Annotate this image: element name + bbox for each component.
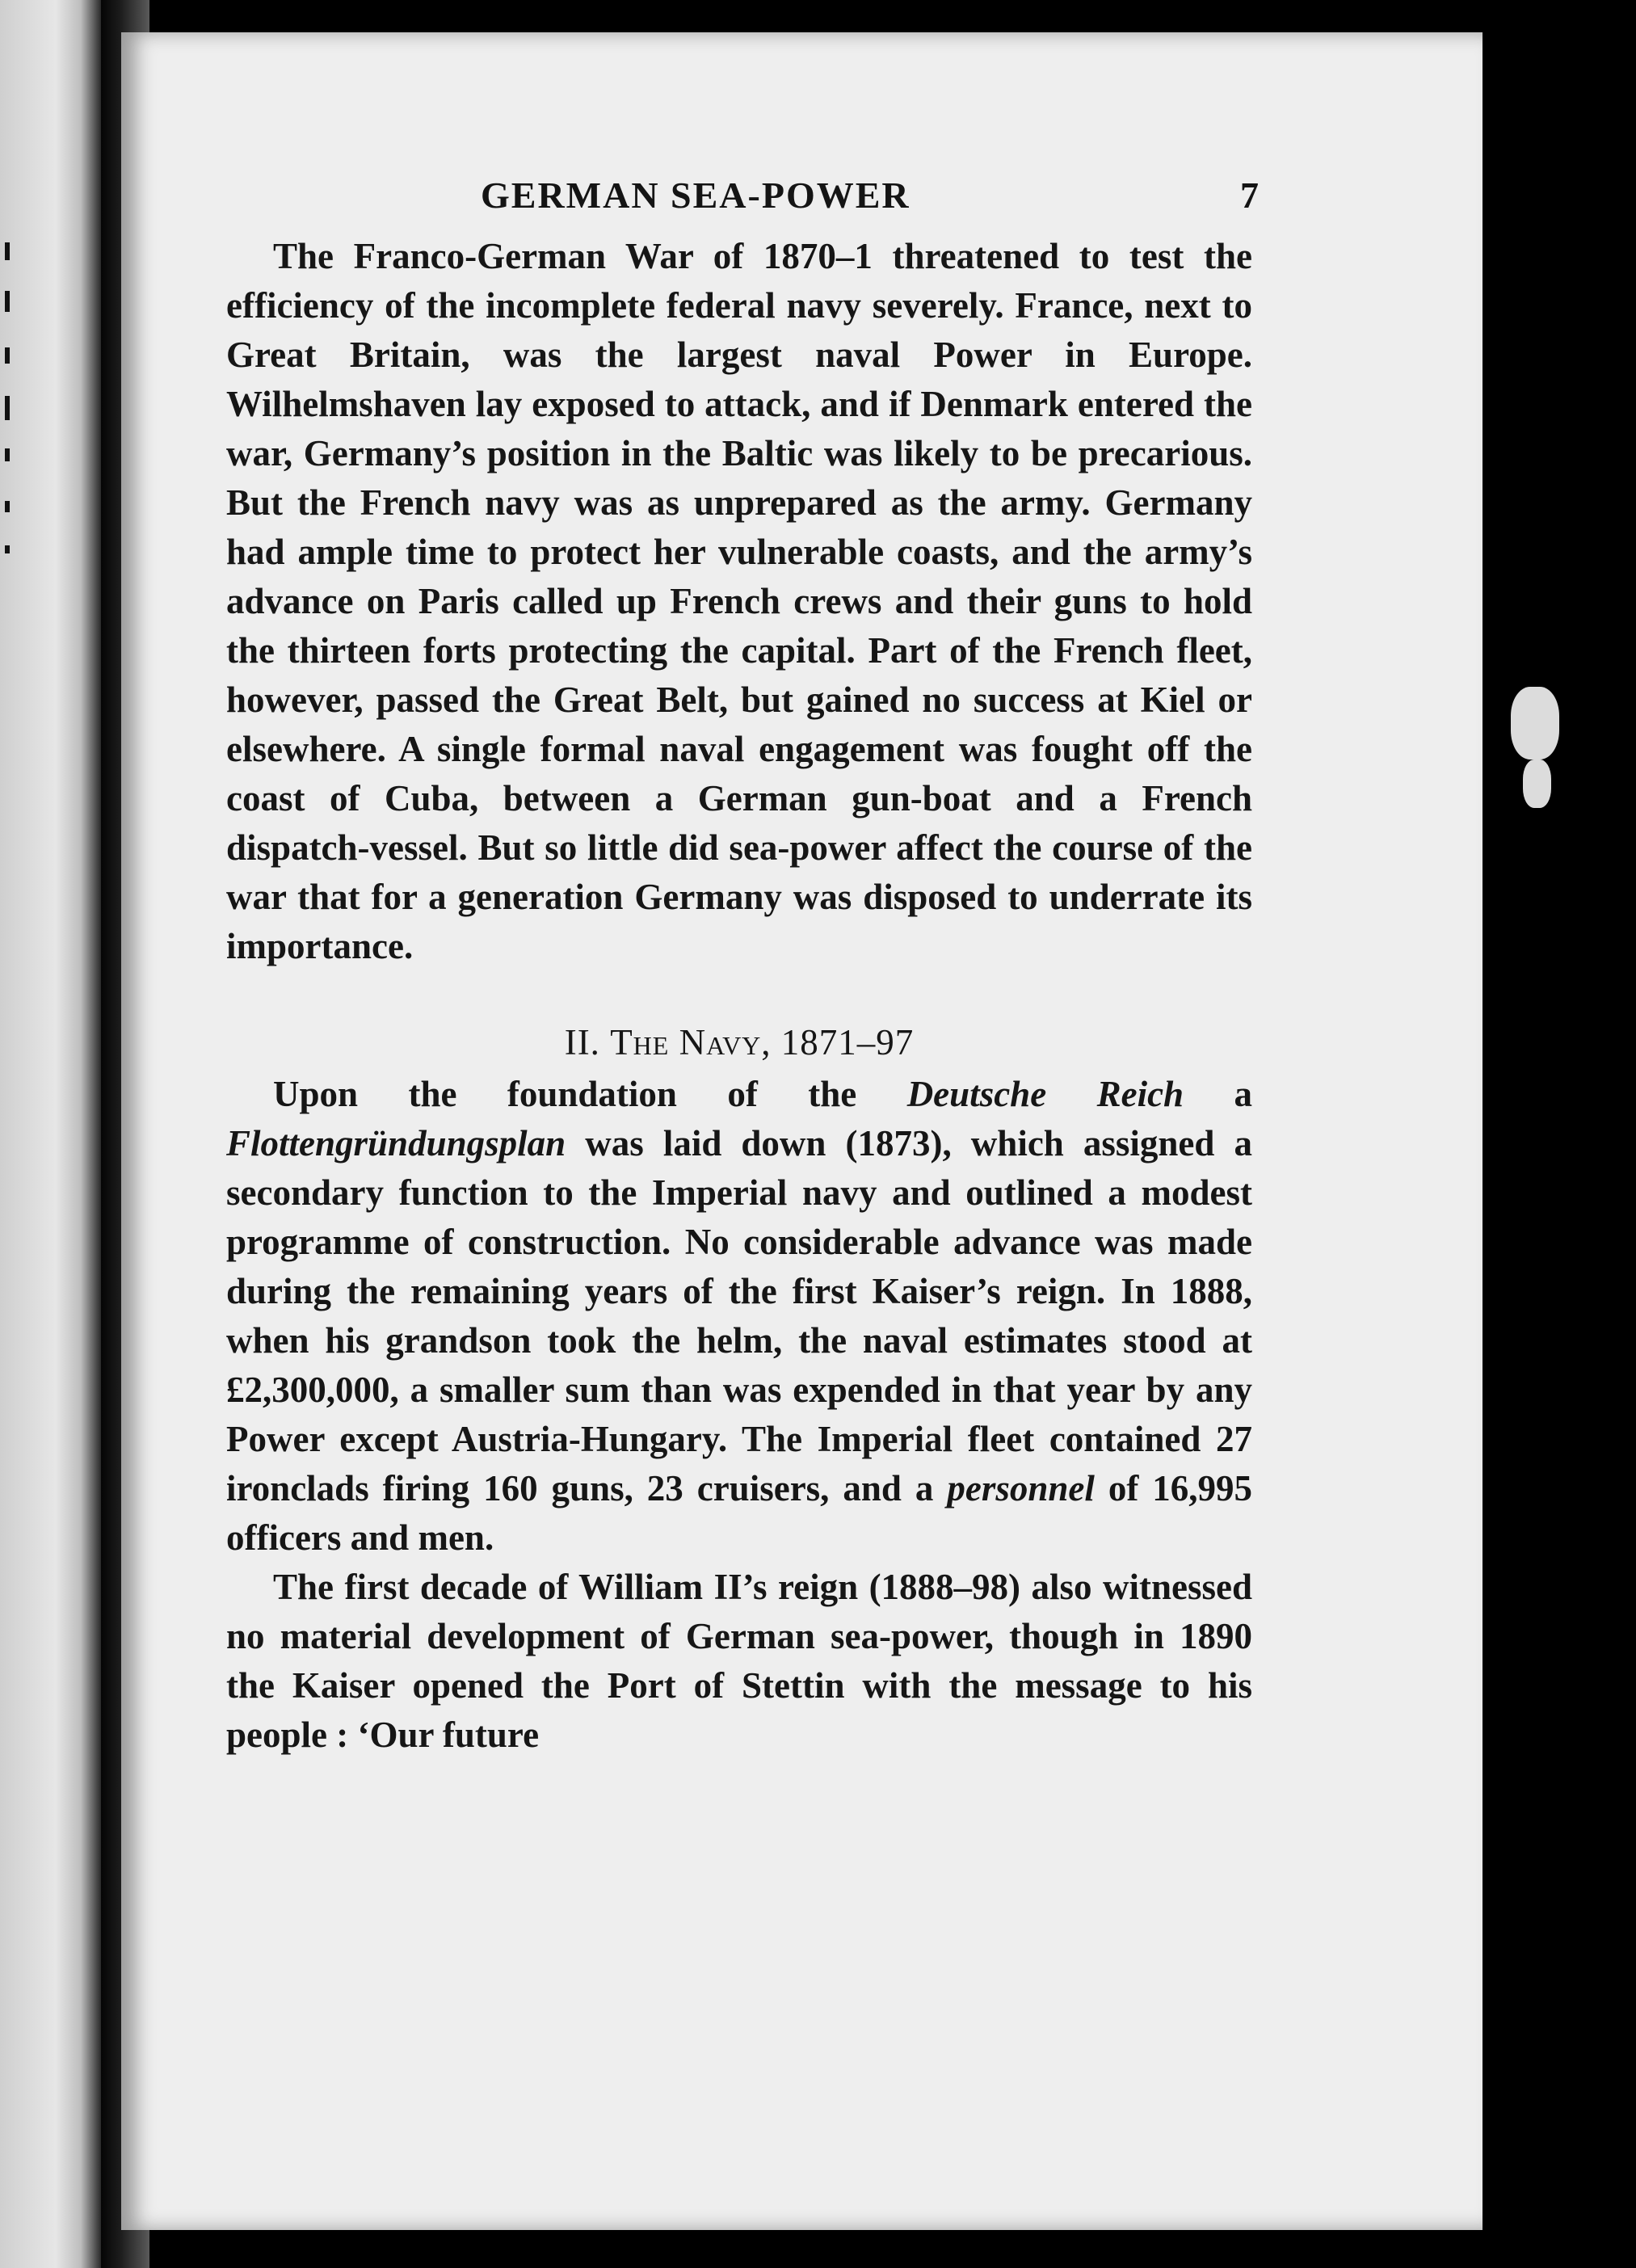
facing-page-text-fragments [0,0,24,2268]
paragraph-navy-1871 [226,1070,1252,1563]
section-heading [226,1021,1252,1063]
paragraph-william-ii-decade: The first decade of William II’s reign (1888–98) also witnessed no material development of German sea-power, though in 1890 the Kaiser opened the Port of Stettin with the message to his people : ‘Our future [226,1567,1252,1755]
italic-term-personnel: personnel [947,1468,1095,1508]
text-block [226,149,1260,1760]
italic-term-deutsche-reich: Deutsche Reich [906,1074,1184,1114]
running-title: GERMAN SEA-POWER [481,175,911,216]
page-edge-damage [1523,760,1551,808]
text-run: Upon the foundation of the [273,1074,857,1114]
text-run: was laid down (1873), which assigned a secondary function to the Imperial navy and outlined a modest programme of construction. No considerable advance was made during the remaining years of the first Kaiser’s reign. In 1888, when his grandson took the helm, the naval estimates stood at £2,300,000, a smaller sum than was expended in that year by any Power except Austria-Hungary. The Imperial fleet contained 27 ironclads firing 160 guns, 23 cruisers, and a [226,1123,1252,1508]
running-head [226,149,1260,222]
italic-term-flottengrundungsplan: Flottengründungsplan [226,1123,566,1163]
page-edge-damage [1511,687,1559,760]
section-title: The Navy, [610,1022,772,1062]
section-number: II. [564,1022,600,1062]
text-run: of 16,995 officers and men. [226,1468,1253,1558]
book-page [121,32,1482,2230]
page-number: 7 [1240,175,1260,216]
section-years: 1871–97 [780,1022,915,1062]
paragraph-franco-german-war: The Franco-German War of 1870–1 threatened to test the efficiency of the incomplete federal navy severely. France, next to Great Britain, was the largest naval Power in Europe. Wilhelmshaven lay exposed to attack, and if Denmark entered the war, Germany’s position in the Baltic was likely to be precarious. But the French navy was as unprepared as the army. Germany had ample time to protect her vulnerable coasts, and the army’s advance on Paris called up French crews and their guns to hold the thirteen forts protecting the capital. Part of the French fleet, however, passed the Great Belt, but gained no success at Kiel or elsewhere. A single formal naval engagement was fought off the coast of Cuba, between a German gun-boat and a French dispatch-vessel. But so little did sea-power affect the course of the war that for a generation Germany was disposed to underrate its importance. [226,236,1252,966]
text-run: a [1234,1074,1253,1114]
